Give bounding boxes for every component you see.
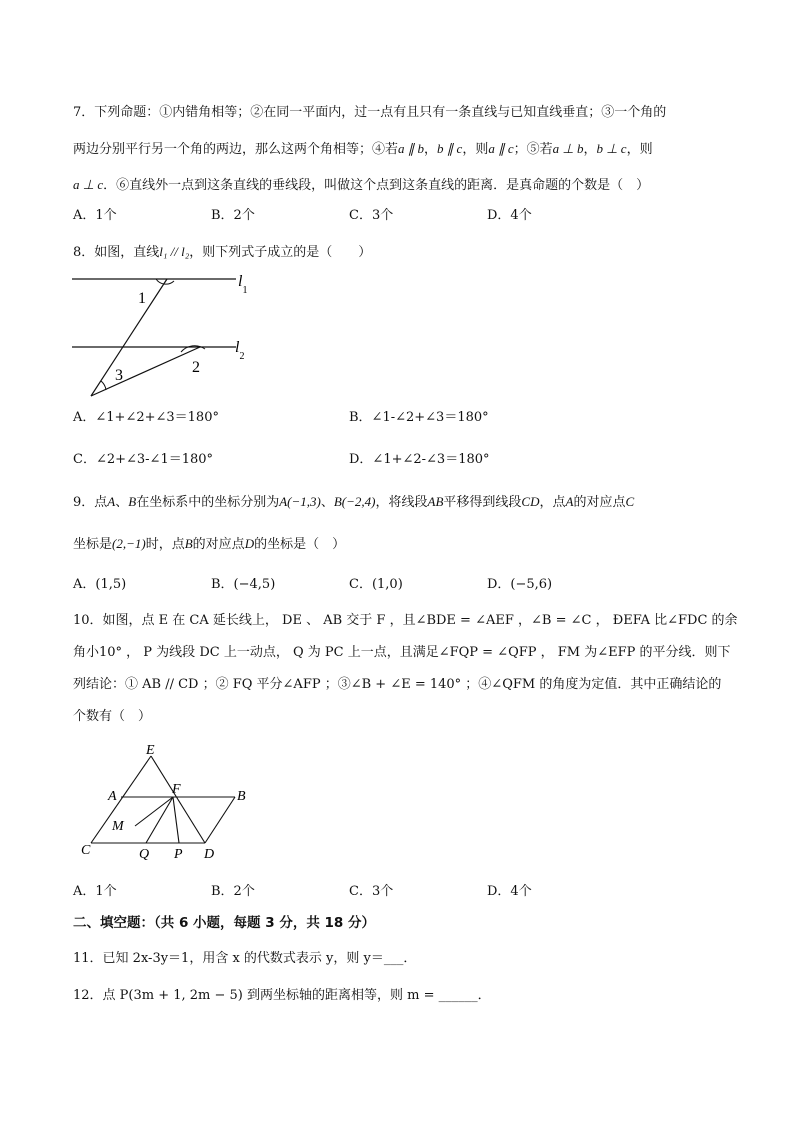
q8-stem xyxy=(73,243,723,262)
q10-option-d: D．4个 xyxy=(487,884,532,899)
q7-comma-2: ， xyxy=(583,142,597,157)
q9-coord-a: A(−1,3) xyxy=(279,494,321,509)
q9-point-d: D xyxy=(244,536,255,551)
q10-label-f: F xyxy=(172,782,181,797)
q9-option-a: A．(1,5) xyxy=(73,577,127,592)
q9-l1-k: 平移得到线段 xyxy=(443,495,522,510)
q8-l2-subscript: 2 xyxy=(239,351,245,362)
q12-text: 12．点 P(3m + 1, 2m − 5) 到两坐标轴的距离相等，则 m = ______． xyxy=(73,988,491,1003)
q10-line-2: 角小10° ， P 为线段 DC 上一动点， Q 为 PC 上一点，且满足∠FQP = ∠QFP ， FM 为∠EFP 的平分线．则下 xyxy=(73,645,731,660)
q9-point-a: A xyxy=(107,494,116,509)
q9-point-b: B xyxy=(128,494,137,509)
q10-label-c: C xyxy=(81,843,91,858)
q10-label-p: P xyxy=(174,847,183,862)
q7-result-a-perp-c: a ⊥ c xyxy=(73,177,104,192)
q7-line-2 xyxy=(73,140,723,159)
q9-l1-i: ，将线段 xyxy=(375,495,428,510)
q9-l1-a: 9．点 xyxy=(73,495,108,510)
q10-line-3: 列结论：① AB // CD ；② FQ 平分∠AFP ；③∠B + ∠E = 140° ；④∠QFM 的角度为定值．其中正确结论的 xyxy=(73,677,722,692)
q9-l1-g: 、 xyxy=(320,495,334,510)
q9-point-b-2: B xyxy=(184,536,193,551)
q8-option-c: C．∠2+∠3-∠1＝180° xyxy=(73,452,214,467)
q10-option-b: B．2个 xyxy=(211,884,255,899)
q10-line-4: 个数有（ ） xyxy=(73,709,152,724)
q8-angle-3-label: 3 xyxy=(115,367,123,384)
q9-line-2 xyxy=(73,535,723,554)
q10-segment-bd xyxy=(205,797,235,843)
q7-line-2-a: 两边分别平行另一个角的两边，那么这两个角相等；④若 xyxy=(73,142,399,157)
q10-segment-fq xyxy=(146,797,173,843)
q8-l2-letter: l xyxy=(235,339,240,356)
q9-line-1 xyxy=(73,493,723,512)
q9-l2-g: 的坐标是（ ） xyxy=(254,537,346,552)
q8-angle-1-label: 1 xyxy=(138,290,146,307)
q10-segment-fp xyxy=(173,797,179,843)
q7-option-b: B．2个 xyxy=(211,208,255,223)
q10-segment-ed xyxy=(151,756,205,843)
q7-comma-1: ， xyxy=(424,142,438,157)
q10-label-m: M xyxy=(112,819,124,834)
q10-option-c: C．3个 xyxy=(349,884,394,899)
q7-line-3 xyxy=(73,176,723,195)
q9-l2-e: 的对应点 xyxy=(192,537,245,552)
q8-option-d: D．∠1+∠2-∠3＝180° xyxy=(349,452,490,467)
q7-then-2: ，则 xyxy=(626,142,653,157)
q8-stem-a: 8．如图，直线 xyxy=(73,245,160,260)
q8-option-a: A．∠1+∠2+∠3＝180° xyxy=(73,410,219,425)
q7-if-5: ；⑤若 xyxy=(513,142,553,157)
q7-option-c: C．3个 xyxy=(349,208,394,223)
q9-coord-b: B(−2,4) xyxy=(333,494,376,509)
q9-option-c: C．(1,0) xyxy=(349,577,403,592)
q9-l2-a: 坐标是 xyxy=(73,537,113,552)
q8-angle-2-label: 2 xyxy=(192,359,200,376)
q11-text: 11．已知 2x-3y＝1，用含 x 的代数式表示 y，则 y＝___． xyxy=(73,951,417,966)
q9-option-d: D．(−5,6) xyxy=(487,577,553,592)
q7-line-3-b: ．⑥直线外一点到这条直线的垂线段，叫做这个点到这条直线的距离．是真命题的个数是（ ） xyxy=(103,178,650,193)
q8-l1-letter: l xyxy=(238,273,243,290)
q10-label-b: B xyxy=(237,789,246,804)
q9-l1-o: 的对应点 xyxy=(573,495,626,510)
q7-cond-b-perp-c: b ⊥ c xyxy=(596,141,627,156)
q9-segment-cd: CD xyxy=(521,494,540,509)
q10-figure xyxy=(75,738,265,866)
q7-option-d: D．4个 xyxy=(487,208,532,223)
q9-l2-c: 时，点 xyxy=(145,537,185,552)
q9-l1-e: 在坐标系中的坐标分别为 xyxy=(136,495,280,510)
q8-stem-lines: l₁ // l₂ xyxy=(159,244,190,259)
q10-label-d: D xyxy=(204,847,215,862)
q8-angle-3-arc xyxy=(101,381,106,390)
q8-option-b: B．∠1-∠2+∠3＝180° xyxy=(349,410,489,425)
q7-cond-a-perp-b: a ⊥ b xyxy=(552,141,584,156)
q8-l1-label xyxy=(238,273,247,296)
q7-cond-a-parallel-b: a ∥ b xyxy=(398,141,425,156)
q10-line-1: 10．如图，点 E 在 CA 延长线上， DE 、 AB 交于 F ，且∠BDE = ∠AEF ，∠B = ∠C ， ÐEFA 比∠FDC 的余 xyxy=(73,613,738,628)
q9-l1-m: ，点 xyxy=(539,495,566,510)
q7-cond-b-parallel-c: b ∥ c xyxy=(437,141,463,156)
q7-then-1: ，则 xyxy=(462,142,489,157)
q10-label-q: Q xyxy=(139,847,150,862)
q10-option-a: A．1个 xyxy=(73,884,117,899)
q10-segment-fm xyxy=(135,797,173,826)
q7-line-1: 7．下列命题：①内错角相等；②在同一平面内，过一点有且只有一条直线与已知直线垂直；③一个角的 xyxy=(73,105,667,120)
section-2-heading: 二、填空题：（共 6 小题，每题 3 分，共 18 分） xyxy=(73,915,376,931)
q9-l1-c: 、 xyxy=(115,495,129,510)
q8-stem-c: ，则下列式子成立的是（ ） xyxy=(189,245,372,260)
q9-option-b: B．(−4,5) xyxy=(211,577,276,592)
q7-option-a: A．1个 xyxy=(73,208,117,223)
q8-figure xyxy=(60,270,280,405)
q7-result-a-parallel-c: a ∥ c xyxy=(488,141,514,156)
q10-label-a: A xyxy=(108,789,117,804)
q8-l2-label xyxy=(235,339,244,362)
q9-segment-ab: AB xyxy=(427,494,444,509)
q9-coord-c: (2,−1) xyxy=(112,536,146,551)
q8-l1-subscript: 1 xyxy=(242,285,248,296)
q10-label-e: E xyxy=(146,743,155,758)
q9-point-c: C xyxy=(625,494,635,509)
q9-point-a-2: A xyxy=(565,494,574,509)
